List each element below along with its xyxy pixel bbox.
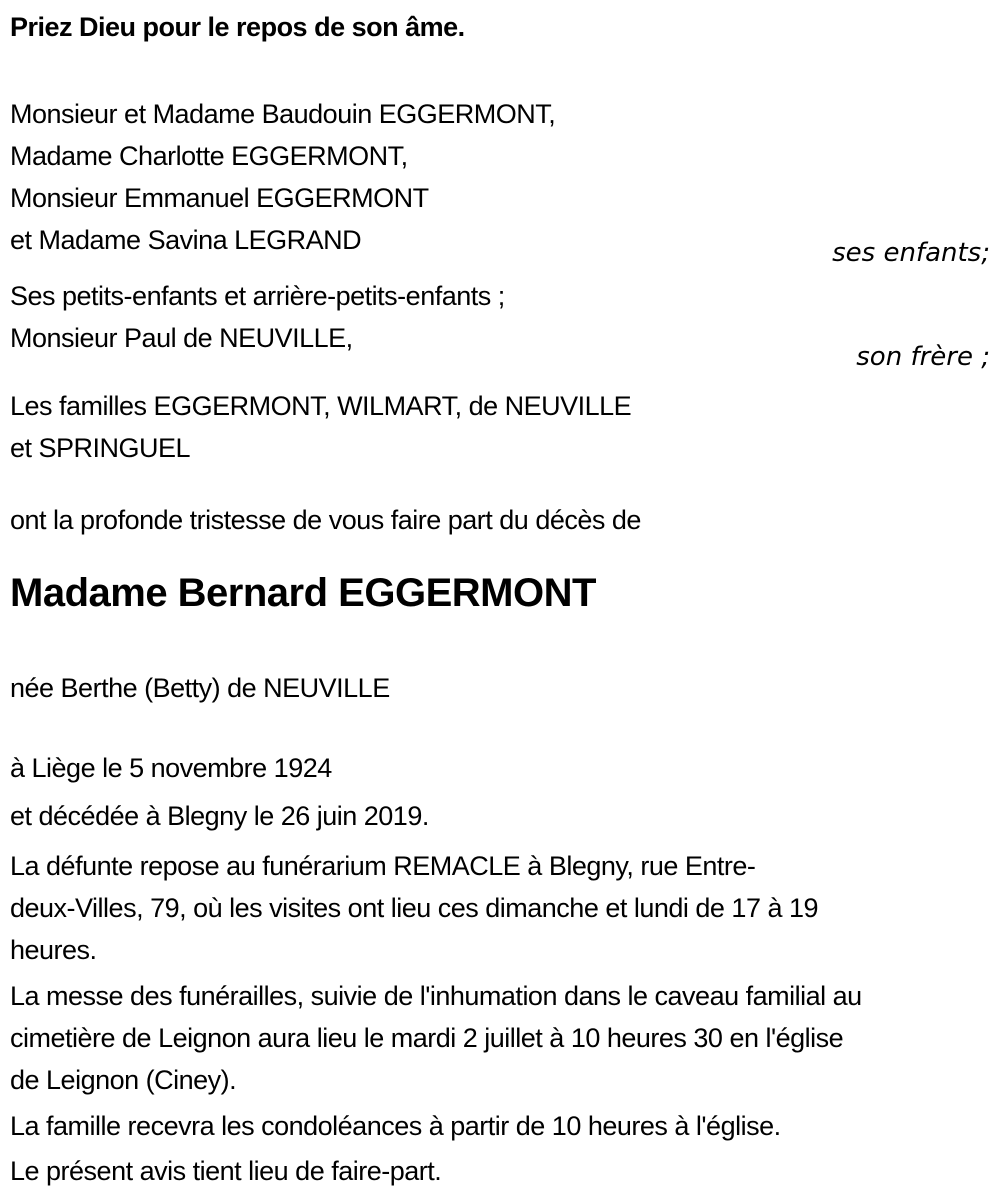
maiden-name-line: née Berthe (Betty) de NEUVILLE (10, 673, 390, 703)
deceased-name-heading: Madame Bernard EGGERMONT (10, 571, 596, 615)
mourner-line: Monsieur et Madame Baudouin EGGERMONT, (10, 99, 556, 129)
mass-paragraph (10, 975, 990, 1101)
condolences-paragraph (10, 1105, 990, 1147)
mourner-line: et Madame Savina LEGRAND (10, 225, 362, 255)
mourner-line: Les familles EGGERMONT, WILMART, de NEUVILLE (10, 391, 632, 421)
paragraph-line: deux-Villes, 79, où les visites ont lieu ces dimanche et lundi de 17 à 19 (10, 893, 819, 923)
funeral-home-paragraph (10, 845, 990, 971)
paragraph-line: La défunte repose au funérarium REMACLE à Blegny, rue Entre- (10, 851, 756, 881)
paragraph-line: heures. (10, 935, 97, 965)
prayer-line: Priez Dieu pour le repos de son âme. (10, 12, 465, 42)
mourner-line: et SPRINGUEL (10, 433, 191, 463)
relation-children-label: ses enfants; (832, 238, 990, 268)
mourner-line: Ses petits-enfants et arrière-petits-enfants ; (10, 281, 505, 311)
mourners-families-block (10, 385, 990, 469)
death-line: et décédée à Blegny le 26 juin 2019. (10, 801, 429, 831)
mourners-children-block (10, 93, 990, 261)
paragraph-line: La famille recevra les condoléances à partir de 10 heures à l'église. (10, 1111, 781, 1141)
paragraph-line: de Leignon (Ciney). (10, 1065, 237, 1095)
relation-brother-label: son frère ; (856, 342, 990, 372)
mourner-line: Monsieur Paul de NEUVILLE, (10, 323, 353, 353)
mourner-line: Monsieur Emmanuel EGGERMONT (10, 183, 429, 213)
paragraph-line: La messe des funérailles, suivie de l'inhumation dans le caveau familial au (10, 981, 862, 1011)
announcement-line: ont la profonde tristesse de vous faire part du décès de (10, 505, 641, 535)
paragraph-line: Le présent avis tient lieu de faire-part. (10, 1156, 442, 1186)
faire-part-paragraph (10, 1150, 990, 1192)
mourner-line: Madame Charlotte EGGERMONT, (10, 141, 408, 171)
paragraph-line: cimetière de Leignon aura lieu le mardi 2 juillet à 10 heures 30 en l'église (10, 1023, 844, 1053)
birth-line: à Liège le 5 novembre 1924 (10, 753, 332, 783)
